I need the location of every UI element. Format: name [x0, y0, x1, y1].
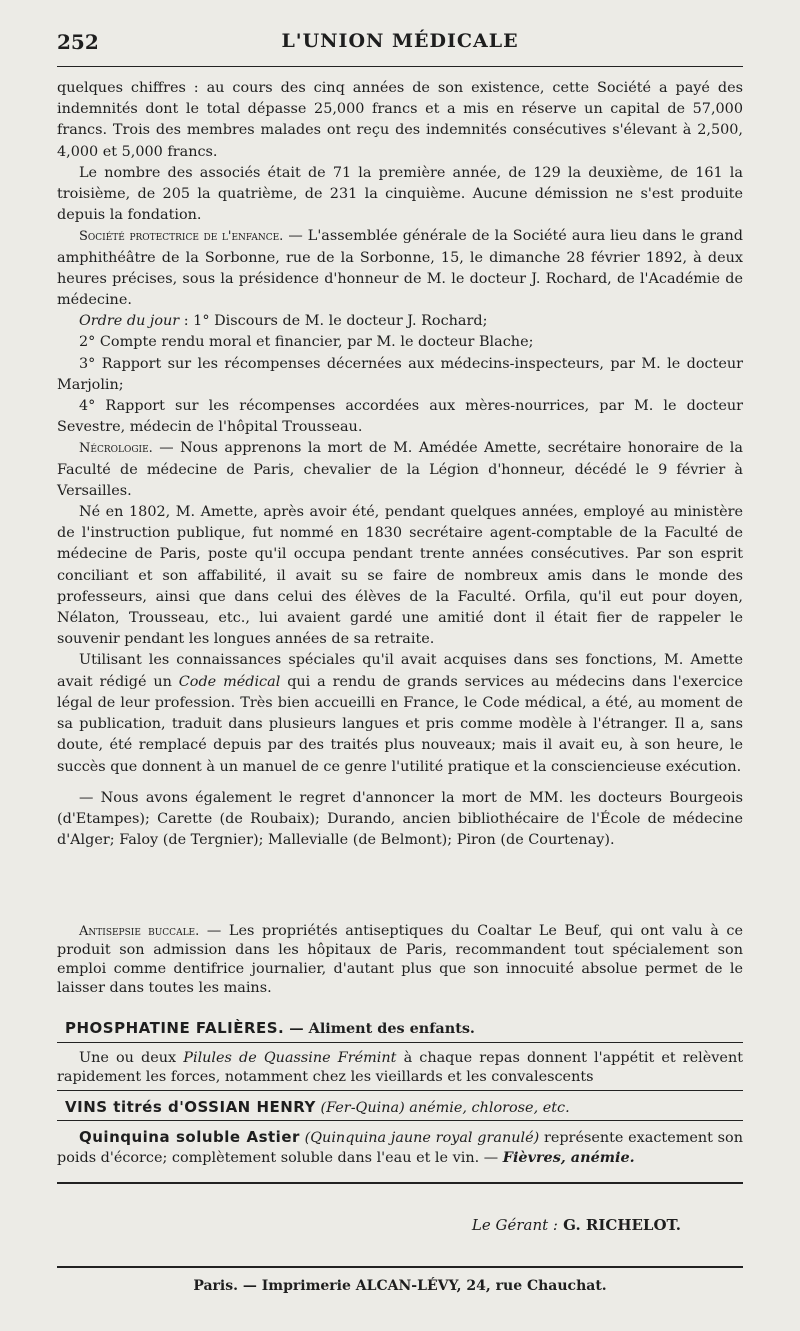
agenda-item-1: Ordre du jour : 1° Discours de M. le docteur J. Rochard; — [79, 313, 488, 330]
agenda-item-2: 2° Compte rendu moral et financier, par M. le docteur Blache; — [79, 334, 534, 351]
running-title: L'UNION MÉDICALE — [281, 30, 519, 52]
page-header — [57, 30, 743, 60]
ad-title: VINS titrés d'OSSIAN HENRY — [65, 1098, 316, 1116]
section-heading: Nécrologie. — [79, 441, 153, 457]
paragraph-deaths: — Nous avons également le regret d'annoncer la mort de MM. les docteurs Bourgeois (d'Etampes); Carette (de Roubaix); Durando, ancien bibliothécaire de l'École de médecine d'Alger; Faloy (de Tergnier); Mallevialle (de Belmont); Piron (de Courtenay). — [57, 789, 743, 849]
imprint-rule — [57, 1266, 743, 1268]
header-rule — [57, 66, 743, 67]
ad-vins: VINS titrés d'OSSIAN HENRY (Fer-Quina) anémie, chlorose, etc. — [65, 1098, 570, 1116]
ad-quinquina: Quinquina soluble Astier (Quinquina jaune royal granulé) représente exactement son poids d'écorce; complètement soluble dans l'eau et le vin. — Fièvres, anémie. — [57, 1128, 743, 1166]
article-body — [57, 78, 743, 851]
agenda-heading: Ordre du jour — [79, 313, 180, 330]
ad-rule — [57, 1090, 743, 1091]
paragraph-code-medical: Utilisant les connaissances spéciales qu'il avait acquises dans ses fonctions, M. Amette avait rédigé un Code médical qui a rendu de grands services au médecins dans l'exercice légal de leur profession. Très bien accueilli en France, le Code médical, a été, au moment de sa publication, traduit dans plusieurs langues et pris comme modèle à l'étranger. Il a, sans doute, été remplacé depuis par des traités plus nouveaux; mais il avait eu, à son heure, le succès que donnent à un manuel de ce genre l'utilité pratique et la consciencieuse exécution. — [57, 652, 743, 775]
footer-rule — [57, 1182, 743, 1184]
ad-antisepsie: Antisepsie buccale. — Les propriétés antiseptiques du Coaltar Le Beuf, qui ont valu à ce produit son admission dans les hôpitaux de Paris, recommandent tout spécialement son emploi comme dentifrice journalier, d'autant plus que son innocuité absolue permet de le laisser dans toutes les mains. — [57, 923, 743, 996]
paragraph-societe: Société protectrice de l'enfance. — L'assemblée générale de la Société aura lieu dans le grand amphithéâtre de la Sorbonne, rue de la Sorbonne, 15, le dimanche 28 février 1892, à deux heures précises, sous la présidence d'honneur de M. le docteur J. Rochard, de l'Académie de médecine. — [57, 228, 744, 309]
agenda-item-3: 3° Rapport sur les récompenses décernées aux médecins-inspecteurs, par M. le docteur Marjolin; — [57, 355, 743, 393]
gerant-signature: Le Gérant : G. RICHELOT. — [471, 1216, 681, 1234]
imprint: Paris. — Imprimerie ALCAN-LÉVY, 24, rue Chauchat. — [193, 1278, 607, 1294]
ad-title: Quinquina soluble Astier — [79, 1128, 300, 1146]
paragraph-biography: Né en 1802, M. Amette, après avoir été, pendant quelques années, employé au ministère de l'instruction publique, fut nommé en 1830 secrétaire agent-comptable de la Faculté de médecine de Paris, poste qu'il occupa pendant trente années consécutives. Par son esprit conciliant et son affabilité, il avait su se faire de nombreux amis dans le monde des professeurs, ainsi que dans celui des élèves de la Faculté. Orfila, qu'il eut pour doyen, Nélaton, Trousseau, etc., lui avaient gardé une amitié dont il était fier de rappeler le souvenir pendant les longues années de sa retraite. — [57, 504, 743, 648]
ad-rule — [57, 1042, 743, 1043]
paragraph-associates: Le nombre des associés était de 71 la première année, de 129 la deuxième, de 161 la troisième, de 205 la quatrième, de 231 la cinquième. Aucune démission ne s'est produite depuis la fondation. — [57, 164, 743, 224]
section-heading: Société protectrice de l'enfance. — [79, 229, 284, 245]
paragraph-continuation: quelques chiffres : au cours des cinq années de son existence, cette Société a payé des indemnités dont le total dépasse 25,000 francs et a mis en réserve un capital de 57,000 francs. Trois des membres malades ont reçu des indemnités consécutives s'élevant à 2,500, 4,000 et 5,000 francs. — [57, 80, 743, 160]
ad-phosphatine: PHOSPHATINE FALIÈRES. — Aliment des enfants. — [65, 1019, 475, 1037]
ad-title: PHOSPHATINE FALIÈRES. — [65, 1019, 285, 1037]
page-number: 252 — [57, 30, 99, 54]
agenda-item-4: 4° Rapport sur les récompenses accordées aux mères-nourrices, par M. le docteur Sevestre, médecin de l'hôpital Trousseau. — [57, 398, 743, 436]
ad-rule — [57, 1120, 743, 1121]
ad-heading: Antisepsie buccale. — [79, 924, 200, 939]
ad-pilules: Une ou deux Pilules de Quassine Frémint à chaque repas donnent l'appétit et relèvent rapidement les forces, notamment chez les vieillards et les convalescents — [57, 1050, 743, 1085]
paragraph-necrologie: Nécrologie. — Nous apprenons la mort de M. Amédée Amette, secrétaire honoraire de la Faculté de médecine de Paris, chevalier de la Légion d'honneur, décédé le 9 février à Versailles. — [57, 440, 743, 499]
